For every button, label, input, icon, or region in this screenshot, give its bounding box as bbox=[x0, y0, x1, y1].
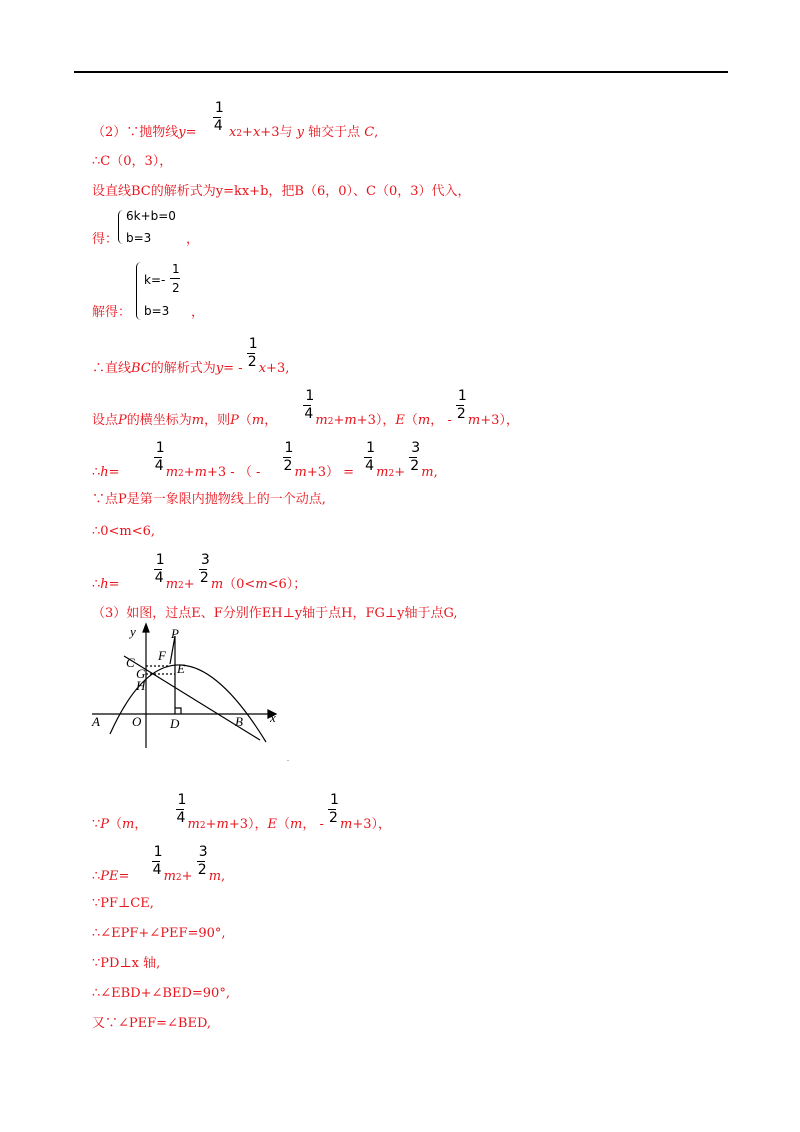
line-11: ∴h= $\frac{1}{4}$ m2+ $\frac{3}{2}$ m（0<m<6）； bbox=[92, 552, 307, 592]
label-f: F bbox=[158, 648, 166, 663]
label-c: C bbox=[126, 655, 135, 670]
label-d: D bbox=[170, 716, 180, 731]
line-18: ∴∠EBD+∠BED=90°, bbox=[92, 986, 230, 1001]
line-10: ∴0<m<6, bbox=[92, 524, 156, 539]
brace-2 bbox=[136, 262, 141, 320]
line-17: ∵PD⊥x 轴, bbox=[92, 956, 161, 971]
label-o: O bbox=[132, 714, 142, 729]
label-y: y bbox=[130, 624, 136, 639]
parabola-graph bbox=[88, 622, 288, 752]
system2-num: 1 bbox=[172, 262, 180, 276]
line-19: 又∵∠PEF=∠BED, bbox=[92, 1016, 212, 1031]
y-arrow bbox=[143, 624, 149, 632]
system1-eq1: 6k+b=0 bbox=[126, 209, 176, 223]
stray-dot bbox=[287, 760, 289, 761]
parabola-curve bbox=[110, 665, 266, 742]
line-16: ∴∠EPF+∠PEF=90°, bbox=[92, 926, 226, 941]
line-2: ∴C（0，3）， bbox=[92, 154, 173, 169]
line-8: ∴h= $\frac{1}{4}$ m2+m+3 - （ - $\frac{1}{2}$ m+3） = $\frac{1}{4}$ m2+ $\frac{3}{2}$ m, bbox=[92, 440, 438, 480]
brace-1 bbox=[118, 210, 123, 244]
right-angle-marker bbox=[175, 708, 181, 714]
label-h: H bbox=[136, 678, 146, 693]
label-g: G bbox=[136, 666, 146, 681]
line-3: 设直线BC的解析式为y=kx+b，把B（6，0）、C（0，3）代入， bbox=[92, 184, 471, 199]
label-a: A bbox=[92, 714, 100, 729]
line-15: ∵PF⊥CE, bbox=[92, 896, 154, 911]
line-1: （2）∵抛物线y= $\frac{1}{4}$ x2+x+3与 y 轴交于点 C, bbox=[92, 100, 379, 140]
system2-bar bbox=[170, 278, 180, 279]
fraction-quarter: $\frac{1}{4}$ bbox=[213, 100, 224, 134]
system1-eq2: b=3 bbox=[126, 231, 152, 245]
line-14: ∴PE= $\frac{1}{4}$ m2+ $\frac{3}{2}$ m, bbox=[92, 844, 226, 884]
label-x: x bbox=[270, 710, 276, 725]
system2-eq2: b=3 bbox=[144, 304, 170, 318]
system2-den: 2 bbox=[172, 281, 180, 295]
line-5: 解得： ， bbox=[92, 305, 205, 320]
line-12: （3）如图，过点E、F分别作EH⊥y轴于点H，FG⊥y轴于点G, bbox=[92, 606, 458, 621]
header-rule bbox=[74, 71, 728, 73]
line-6: ∴直线BC的解析式为y= - $\frac{1}{2}$ x+3, bbox=[92, 336, 290, 376]
system2-eq1: k=- bbox=[144, 273, 166, 287]
label-e: E bbox=[177, 661, 185, 676]
line-13: ∵P（m， $\frac{1}{4}$ m2+m+3），E（m， - $\frac{1}{2}$ m+3）， bbox=[92, 792, 392, 832]
line-7: 设点P的横坐标为m，则P（m， $\frac{1}{4}$ m2+m+3），E（m， - $\frac{1}{2}$ m+3）， bbox=[92, 388, 519, 428]
label-p: P bbox=[171, 626, 179, 641]
line-4: 得： ， bbox=[92, 232, 200, 247]
line-9: ∵点P是第一象限内抛物线上的一个动点, bbox=[92, 492, 326, 507]
label-b: B bbox=[235, 714, 243, 729]
